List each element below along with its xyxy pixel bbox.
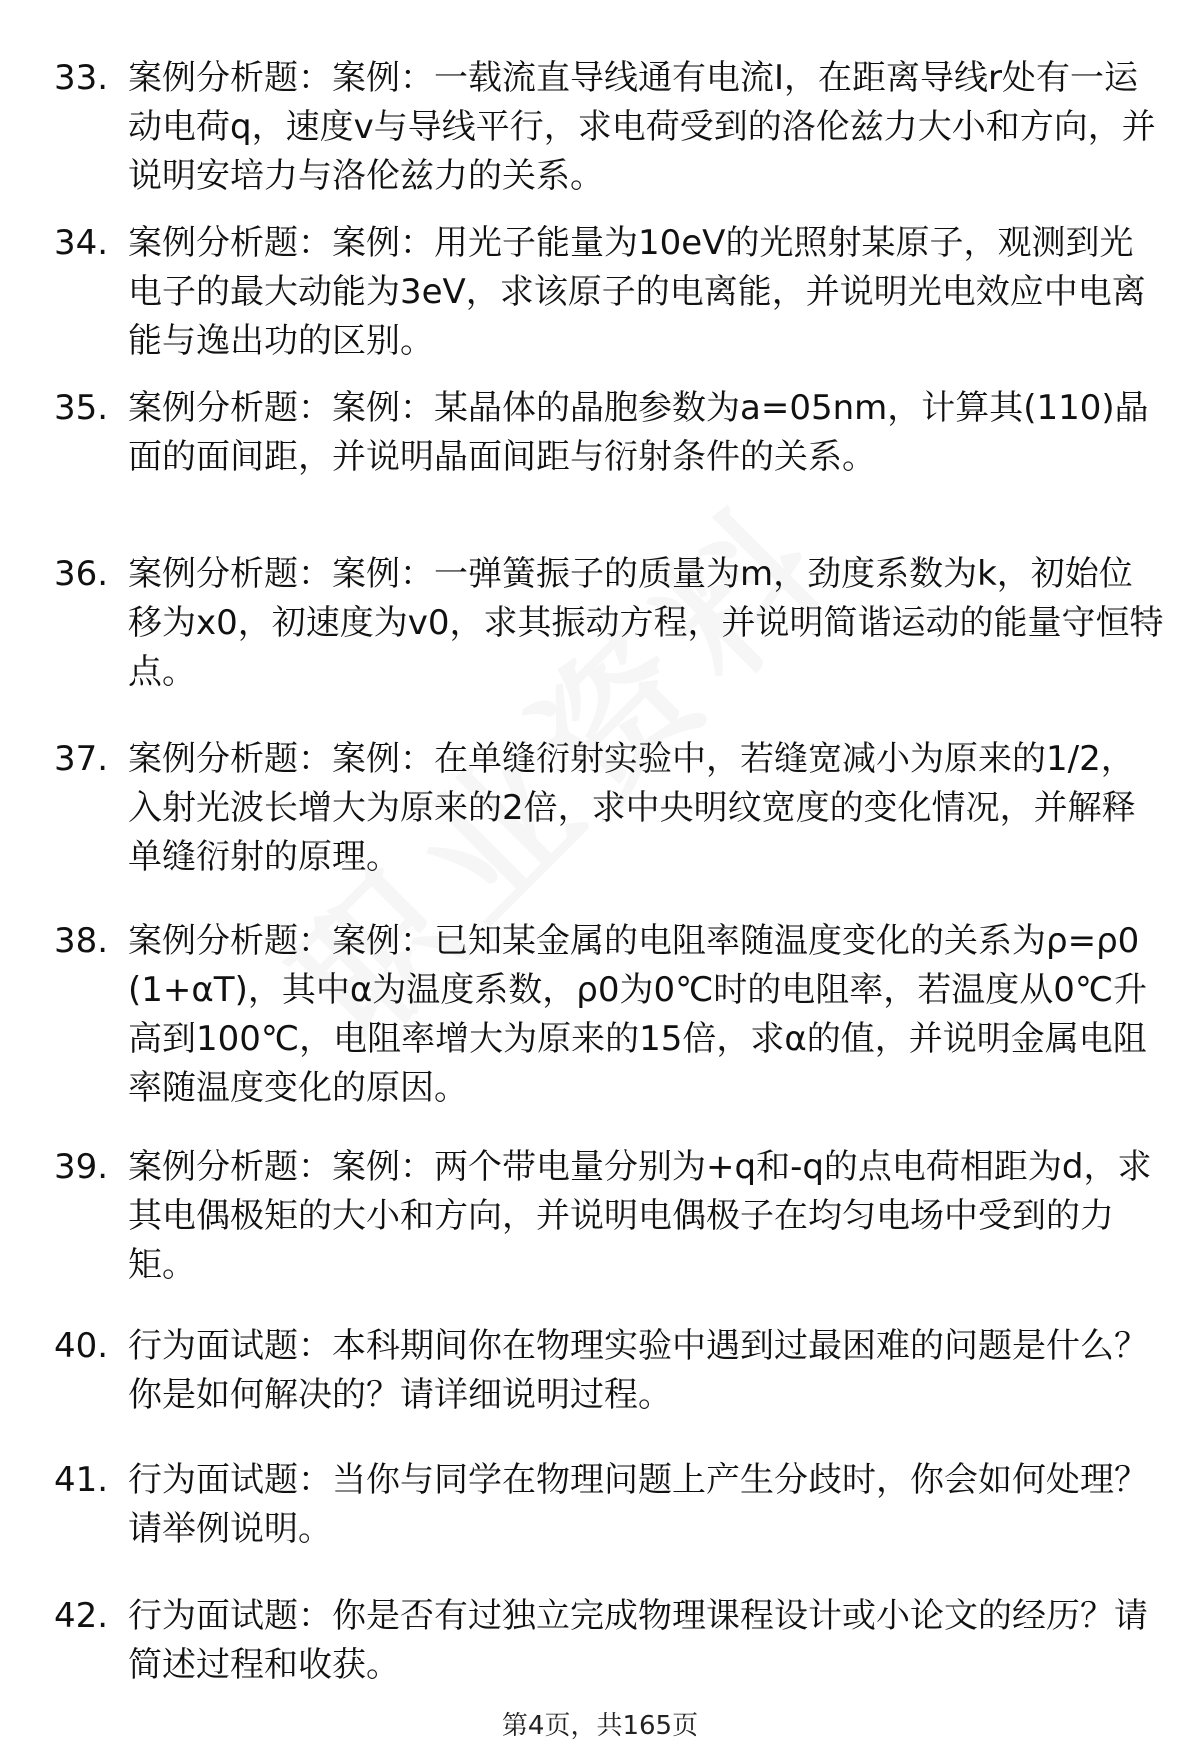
question-text: 案例分析题：案例：某晶体的晶胞参数为a=05nm，计算其(110)晶面的面间距，并说明晶面间距与衍射条件的关系。 — [128, 388, 1149, 477]
question-number: 42. — [54, 1596, 109, 1636]
question-number: 33. — [54, 58, 109, 98]
question-text: 案例分析题：案例：两个带电量分别为+q和-q的点电荷相距为d，求其电偶极矩的大小和方向，并说明电偶极子在均匀电场中受到的力矩。 — [128, 1147, 1152, 1285]
question-text: 行为面试题：你是否有过独立完成物理课程设计或小论文的经历？请简述过程和收获。 — [128, 1596, 1148, 1685]
question-number: 34. — [54, 223, 109, 263]
question-item — [54, 1322, 1164, 1420]
question-item — [54, 735, 1164, 882]
question-text: 案例分析题：案例：已知某金属的电阻率随温度变化的关系为ρ=ρ0(1+αT)，其中α为温度系数，ρ0为0℃时的电阻率，若温度从0℃升高到100℃，电阻率增大为原来的15倍，求α的值，并说明金属电阻率随温度变化的原因。 — [128, 921, 1148, 1108]
question-item — [54, 550, 1164, 697]
question-item — [54, 1143, 1164, 1290]
question-text: 案例分析题：案例：一弹簧振子的质量为m，劲度系数为k，初始位移为x0，初速度为v0，求其振动方程，并说明简谐运动的能量守恒特点。 — [128, 554, 1164, 692]
question-text: 案例分析题：案例：用光子能量为10eV的光照射某原子，观测到光电子的最大动能为3eV，求该原子的电离能，并说明光电效应中电离能与逸出功的区别。 — [128, 223, 1146, 361]
question-number: 36. — [54, 554, 109, 594]
question-item — [54, 1592, 1164, 1690]
question-item — [54, 917, 1164, 1113]
question-number: 41. — [54, 1460, 109, 1500]
question-number: 35. — [54, 388, 109, 428]
question-text: 行为面试题：当你与同学在物理问题上产生分歧时，你会如何处理？请举例说明。 — [128, 1460, 1148, 1549]
question-text: 案例分析题：案例：一载流直导线通有电流I，在距离导线r处有一运动电荷q，速度v与导线平行，求电荷受到的洛伦兹力大小和方向，并说明安培力与洛伦兹力的关系。 — [128, 58, 1156, 196]
question-number: 38. — [54, 921, 109, 961]
page-number-footer: 第4页，共165页 — [501, 1711, 699, 1741]
question-text: 案例分析题：案例：在单缝衍射实验中，若缝宽减小为原来的1/2，入射光波长增大为原来的2倍，求中央明纹宽度的变化情况，并解释单缝衍射的原理。 — [128, 739, 1136, 877]
question-text: 行为面试题：本科期间你在物理实验中遇到过最困难的问题是什么？你是如何解决的？请详细说明过程。 — [128, 1326, 1148, 1415]
question-item — [54, 219, 1164, 366]
question-number: 39. — [54, 1147, 109, 1187]
question-item — [54, 1456, 1164, 1554]
question-item — [54, 54, 1164, 201]
question-number: 40. — [54, 1326, 109, 1366]
question-number: 37. — [54, 739, 109, 779]
question-item — [54, 384, 1164, 482]
